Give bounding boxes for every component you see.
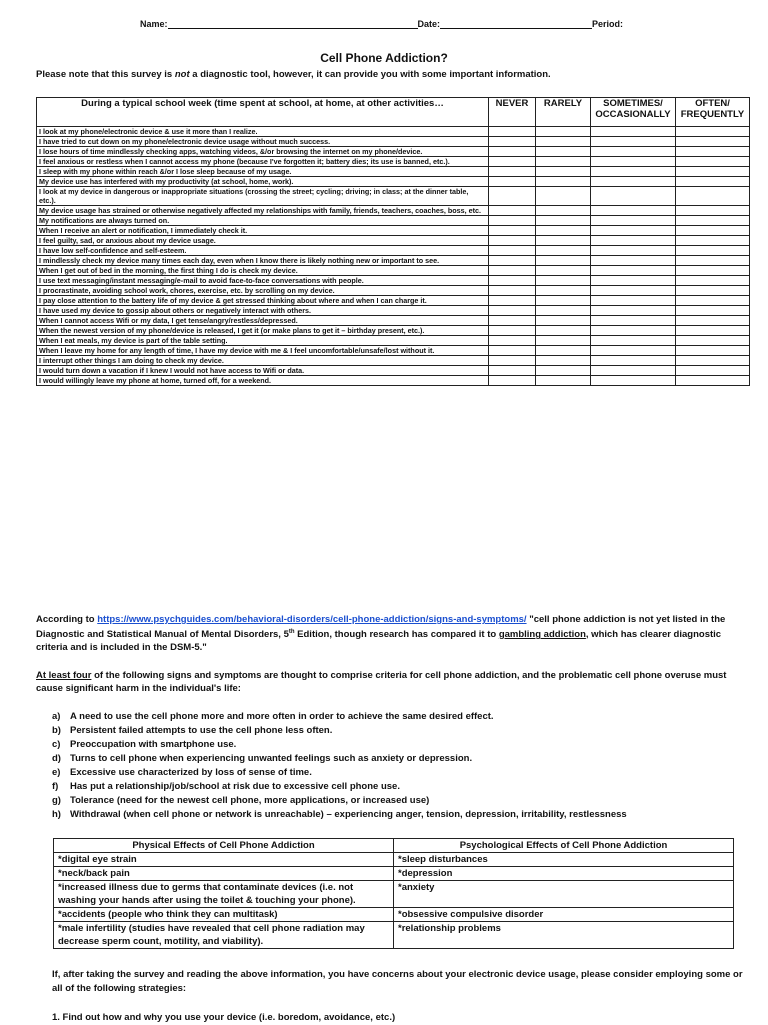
- survey-question: When the newest version of my phone/device is released, I get it (or make plans to get it – birthday present, etc.).: [37, 326, 489, 336]
- answer-cell-rarely[interactable]: [536, 127, 591, 137]
- survey-question-header: During a typical school week (time spent at school, at home, at other activities…: [37, 98, 489, 127]
- psychological-effect: *anxiety: [394, 881, 734, 908]
- physical-effects-header: Physical Effects of Cell Phone Addiction: [54, 839, 394, 853]
- survey-row: [37, 326, 750, 336]
- criteria-paragraph: [36, 669, 746, 695]
- answer-cell-rarely[interactable]: [536, 137, 591, 147]
- effects-row: [54, 881, 734, 908]
- survey-question: My device use has interfered with my productivity (at school, home, work).: [37, 177, 489, 187]
- answer-cell-rarely[interactable]: [536, 296, 591, 306]
- answer-cell-rarely[interactable]: [536, 216, 591, 226]
- according-quote-2: Edition, though research has compared it to: [294, 629, 499, 641]
- according-quote-1: "cell phone addiction is not yet listed in the Diagnostic and Statistical Manual of Mental Disorders, 5: [36, 614, 726, 641]
- answer-cell-rarely[interactable]: [536, 187, 591, 206]
- answer-cell-never[interactable]: [489, 157, 536, 167]
- sign-item: [52, 808, 752, 822]
- column-sometimes: SOMETIMES/ OCCASIONALLY: [591, 98, 676, 127]
- sign-marker: d): [52, 753, 61, 764]
- answer-cell-often[interactable]: [676, 356, 750, 366]
- answer-cell-sometimes[interactable]: [591, 177, 676, 187]
- note-part2: a diagnostic tool, however, it can provide you with some important information.: [189, 69, 551, 80]
- sign-item: [52, 724, 752, 738]
- answer-cell-never[interactable]: [489, 187, 536, 206]
- name-label: Name:: [140, 19, 168, 29]
- answer-cell-sometimes[interactable]: [591, 326, 676, 336]
- effects-row: [54, 922, 734, 949]
- answer-cell-sometimes[interactable]: [591, 187, 676, 206]
- survey-row: [37, 167, 750, 177]
- sign-item: [52, 752, 752, 766]
- survey-row: [37, 147, 750, 157]
- sign-text: Preoccupation with smartphone use.: [70, 739, 237, 750]
- psychological-effect: *relationship problems: [394, 922, 734, 949]
- survey-question: I sleep with my phone within reach &/or I lose sleep because of my usage.: [37, 167, 489, 177]
- answer-cell-sometimes[interactable]: [591, 216, 676, 226]
- answer-cell-sometimes[interactable]: [591, 316, 676, 326]
- psychguides-link[interactable]: https://www.psychguides.com/behavioral-disorders/cell-phone-addiction/signs-and-symptoms/: [97, 614, 527, 625]
- survey-row: [37, 276, 750, 286]
- column-never: NEVER: [489, 98, 536, 127]
- survey-row: [37, 376, 750, 386]
- survey-row: [37, 157, 750, 167]
- answer-cell-rarely[interactable]: [536, 246, 591, 256]
- sign-text: Tolerance (need for the newest cell phone, more applications, or increased use): [70, 795, 430, 806]
- effects-row: [54, 853, 734, 867]
- sign-text: Withdrawal (when cell phone or network is unreachable) – experiencing anger, tension, depression, irritability, restlessness: [70, 809, 627, 820]
- answer-cell-never[interactable]: [489, 346, 536, 356]
- answer-cell-often[interactable]: [676, 276, 750, 286]
- answer-cell-rarely[interactable]: [536, 167, 591, 177]
- sign-marker: c): [52, 739, 61, 750]
- psychological-effects-header: Psychological Effects of Cell Phone Addiction: [394, 839, 734, 853]
- disclaimer-note: [36, 69, 756, 80]
- sign-text: Has put a relationship/job/school at risk due to excessive cell phone use.: [70, 781, 400, 792]
- survey-question: My notifications are always turned on.: [37, 216, 489, 226]
- survey-question: I mindlessly check my device many times each day, even when I know there is likely nothing new or important to see.: [37, 256, 489, 266]
- survey-question: I use text messaging/instant messaging/e-mail to avoid face-to-face conversations with people.: [37, 276, 489, 286]
- sign-text: Turns to cell phone when experiencing unwanted feelings such as anxiety or depression.: [70, 753, 473, 764]
- answer-cell-sometimes[interactable]: [591, 376, 676, 386]
- survey-question: I feel guilty, sad, or anxious about my device usage.: [37, 236, 489, 246]
- survey-question: I feel anxious or restless when I cannot access my phone (because I've forgotten it; battery dies; its use is banned, etc.).: [37, 157, 489, 167]
- period-label: Period:: [592, 19, 624, 29]
- answer-cell-sometimes[interactable]: [591, 226, 676, 236]
- survey-row: [37, 296, 750, 306]
- answer-cell-often[interactable]: [676, 306, 750, 316]
- answer-cell-rarely[interactable]: [536, 177, 591, 187]
- survey-question: I have tried to cut down on my phone/electronic device usage without much success.: [37, 137, 489, 147]
- answer-cell-never[interactable]: [489, 167, 536, 177]
- answer-cell-never[interactable]: [489, 137, 536, 147]
- date-label: Date:: [417, 19, 441, 29]
- answer-cell-never[interactable]: [489, 226, 536, 236]
- survey-row: [37, 356, 750, 366]
- answer-cell-sometimes[interactable]: [591, 346, 676, 356]
- survey-question: I look at my phone/electronic device & use it more than I realize.: [37, 127, 489, 137]
- survey-row: [37, 137, 750, 147]
- answer-cell-never[interactable]: [489, 216, 536, 226]
- sign-marker: f): [52, 781, 59, 792]
- survey-row: [37, 127, 750, 137]
- sign-text: Excessive use characterized by loss of sense of time.: [70, 767, 312, 778]
- effects-header-row: [54, 839, 734, 853]
- sign-text: A need to use the cell phone more and more often in order to achieve the same desired effect.: [70, 711, 494, 722]
- answer-cell-rarely[interactable]: [536, 346, 591, 356]
- survey-question: I have used my device to gossip about others or negatively interact with others.: [37, 306, 489, 316]
- survey-row: [37, 266, 750, 276]
- answer-cell-rarely[interactable]: [536, 157, 591, 167]
- physical-effect: *accidents (people who think they can multitask): [54, 908, 394, 922]
- answer-cell-often[interactable]: [676, 137, 750, 147]
- answer-cell-rarely[interactable]: [536, 266, 591, 276]
- strategy-item-1: 1. Find out how and why you use your device (i.e. boredom, avoidance, etc.): [52, 1012, 396, 1023]
- student-info-header: [140, 18, 640, 29]
- survey-row: [37, 346, 750, 356]
- survey-row: [37, 316, 750, 326]
- answer-cell-never[interactable]: [489, 366, 536, 376]
- answer-cell-rarely[interactable]: [536, 356, 591, 366]
- closing-paragraph: If, after taking the survey and reading the above information, you have concerns about your electronic device usage, please consider employing some or all of the following strategies:: [52, 969, 743, 994]
- answer-cell-sometimes[interactable]: [591, 236, 676, 246]
- survey-row: [37, 206, 750, 216]
- survey-question: I look at my device in dangerous or inappropriate situations (crossing the street; cycling; driving; in class; at the dinner table, etc.).: [37, 187, 489, 206]
- answer-cell-never[interactable]: [489, 286, 536, 296]
- answer-cell-sometimes[interactable]: [591, 306, 676, 316]
- answer-cell-never[interactable]: [489, 306, 536, 316]
- answer-cell-sometimes[interactable]: [591, 296, 676, 306]
- effects-row: [54, 908, 734, 922]
- answer-cell-sometimes[interactable]: [591, 127, 676, 137]
- survey-question: My device usage has strained or otherwise negatively affected my relationships with family, friends, teachers, coaches, boss, etc.: [37, 206, 489, 216]
- date-field[interactable]: [440, 18, 592, 29]
- sign-item: [52, 780, 752, 794]
- name-field[interactable]: [168, 18, 418, 29]
- answer-cell-often[interactable]: [676, 246, 750, 256]
- physical-effect: *neck/back pain: [54, 867, 394, 881]
- survey-row: [37, 236, 750, 246]
- superscript-th: th: [288, 629, 295, 635]
- answer-cell-sometimes[interactable]: [591, 356, 676, 366]
- answer-cell-never[interactable]: [489, 336, 536, 346]
- survey-question: When I leave my home for any length of time, I have my device with me & I feel uncomfortable/unsafe/lost without it.: [37, 346, 489, 356]
- answer-cell-rarely[interactable]: [536, 366, 591, 376]
- answer-cell-often[interactable]: [676, 167, 750, 177]
- sign-marker: e): [52, 767, 61, 778]
- gambling-addiction-text: gambling addiction: [498, 629, 586, 641]
- effects-table: [53, 838, 734, 949]
- answer-cell-often[interactable]: [676, 256, 750, 266]
- survey-row: [37, 226, 750, 236]
- answer-cell-sometimes[interactable]: [591, 157, 676, 167]
- answer-cell-often[interactable]: [676, 177, 750, 187]
- answer-cell-rarely[interactable]: [536, 256, 591, 266]
- column-often: OFTEN/ FREQUENTLY: [676, 98, 750, 127]
- survey-question: When I get out of bed in the morning, the first thing I do is check my device.: [37, 266, 489, 276]
- survey-question: When I cannot access Wifi or my data, I get tense/angry/restless/depressed.: [37, 316, 489, 326]
- survey-row: [37, 216, 750, 226]
- answer-cell-rarely[interactable]: [536, 326, 591, 336]
- answer-cell-often[interactable]: [676, 127, 750, 137]
- page-title: Cell Phone Addiction?: [320, 51, 448, 65]
- survey-question: I interrupt other things I am doing to check my device.: [37, 356, 489, 366]
- survey-row: [37, 286, 750, 296]
- according-quote-3: , which has clearer diagnostic criteria and is included in the DSM-5.": [36, 629, 722, 654]
- answer-cell-often[interactable]: [676, 266, 750, 276]
- survey-question: When I receive an alert or notification, I immediately check it.: [37, 226, 489, 236]
- answer-cell-often[interactable]: [676, 206, 750, 216]
- psychological-effect: *sleep disturbances: [394, 853, 734, 867]
- answer-cell-never[interactable]: [489, 147, 536, 157]
- answer-cell-sometimes[interactable]: [591, 137, 676, 147]
- answer-cell-often[interactable]: [676, 316, 750, 326]
- survey-question: I pay close attention to the battery life of my device & get stressed thinking about where and when I can charge it.: [37, 296, 489, 306]
- answer-cell-never[interactable]: [489, 206, 536, 216]
- answer-cell-often[interactable]: [676, 366, 750, 376]
- answer-cell-rarely[interactable]: [536, 236, 591, 246]
- survey-row: [37, 336, 750, 346]
- answer-cell-sometimes[interactable]: [591, 336, 676, 346]
- answer-cell-sometimes[interactable]: [591, 286, 676, 296]
- sign-marker: b): [52, 725, 61, 736]
- answer-cell-often[interactable]: [676, 187, 750, 206]
- answer-cell-often[interactable]: [676, 376, 750, 386]
- answer-cell-often[interactable]: [676, 336, 750, 346]
- answer-cell-sometimes[interactable]: [591, 246, 676, 256]
- answer-cell-never[interactable]: [489, 376, 536, 386]
- physical-effect: *increased illness due to germs that contaminate devices (i.e. not washing your hands after using the toilet & touching your phone).: [54, 881, 394, 908]
- sign-item: [52, 738, 752, 752]
- answer-cell-rarely[interactable]: [536, 206, 591, 216]
- survey-question: I would turn down a vacation if I knew I would not have access to Wifi or data.: [37, 366, 489, 376]
- answer-cell-sometimes[interactable]: [591, 256, 676, 266]
- answer-cell-sometimes[interactable]: [591, 167, 676, 177]
- sign-marker: a): [52, 711, 61, 722]
- answer-cell-never[interactable]: [489, 356, 536, 366]
- answer-cell-rarely[interactable]: [536, 147, 591, 157]
- sign-item: [52, 766, 752, 780]
- psychological-effect: *depression: [394, 867, 734, 881]
- physical-effect: *digital eye strain: [54, 853, 394, 867]
- answer-cell-never[interactable]: [489, 276, 536, 286]
- survey-row: [37, 256, 750, 266]
- criteria-rest: of the following signs and symptoms are thought to comprise criteria for cell phone addiction, and the problematic cell phone overuse must cause significant harm in the individual's life:: [36, 670, 727, 694]
- psychological-effect: *obsessive compulsive disorder: [394, 908, 734, 922]
- answer-cell-often[interactable]: [676, 216, 750, 226]
- note-part1: Please note that this survey is: [36, 69, 175, 80]
- answer-cell-often[interactable]: [676, 296, 750, 306]
- column-rarely: RARELY: [536, 98, 591, 127]
- survey-row: [37, 366, 750, 376]
- survey-row: [37, 246, 750, 256]
- answer-cell-never[interactable]: [489, 236, 536, 246]
- answer-cell-rarely[interactable]: [536, 306, 591, 316]
- answer-cell-never[interactable]: [489, 296, 536, 306]
- answer-cell-rarely[interactable]: [536, 316, 591, 326]
- survey-row: [37, 187, 750, 206]
- answer-cell-rarely[interactable]: [536, 376, 591, 386]
- answer-cell-never[interactable]: [489, 177, 536, 187]
- answer-cell-never[interactable]: [489, 316, 536, 326]
- answer-cell-often[interactable]: [676, 286, 750, 296]
- answer-cell-sometimes[interactable]: [591, 276, 676, 286]
- answer-cell-sometimes[interactable]: [591, 366, 676, 376]
- sign-item: [52, 794, 752, 808]
- according-lead: According to: [36, 614, 98, 625]
- answer-cell-never[interactable]: [489, 127, 536, 137]
- answer-cell-never[interactable]: [489, 246, 536, 256]
- answer-cell-never[interactable]: [489, 326, 536, 336]
- answer-cell-rarely[interactable]: [536, 276, 591, 286]
- signs-list: [52, 710, 752, 822]
- survey-question: I would willingly leave my phone at home, turned off, for a weekend.: [37, 376, 489, 386]
- answer-cell-sometimes[interactable]: [591, 147, 676, 157]
- answer-cell-never[interactable]: [489, 256, 536, 266]
- answer-cell-sometimes[interactable]: [591, 206, 676, 216]
- survey-question: I procrastinate, avoiding school work, chores, exercise, etc. by scrolling on my device.: [37, 286, 489, 296]
- note-emphasis: not: [174, 69, 190, 80]
- physical-effect: *male infertility (studies have revealed that cell phone radiation may decrease sperm count, motility, and viability).: [54, 922, 394, 949]
- answer-cell-often[interactable]: [676, 346, 750, 356]
- answer-cell-often[interactable]: [676, 326, 750, 336]
- sign-text: Persistent failed attempts to use the cell phone less often.: [70, 725, 333, 736]
- sign-marker: g): [52, 795, 61, 806]
- survey-question: I lose hours of time mindlessly checking apps, watching videos, &/or browsing the internet on my phone/device.: [37, 147, 489, 157]
- survey-question: I have low self-confidence and self-esteem.: [37, 246, 489, 256]
- answer-cell-often[interactable]: [676, 147, 750, 157]
- at-least-four-text: At least four: [36, 670, 92, 681]
- sign-marker: h): [52, 809, 61, 820]
- answer-cell-often[interactable]: [676, 236, 750, 246]
- answer-cell-often[interactable]: [676, 157, 750, 167]
- answer-cell-rarely[interactable]: [536, 226, 591, 236]
- survey-header-row: [37, 98, 750, 127]
- survey-row: [37, 306, 750, 316]
- answer-cell-never[interactable]: [489, 266, 536, 276]
- answer-cell-sometimes[interactable]: [591, 266, 676, 276]
- answer-cell-rarely[interactable]: [536, 336, 591, 346]
- answer-cell-rarely[interactable]: [536, 286, 591, 296]
- survey-question: When I eat meals, my device is part of the table setting.: [37, 336, 489, 346]
- survey-row: [37, 177, 750, 187]
- effects-row: [54, 867, 734, 881]
- answer-cell-often[interactable]: [676, 226, 750, 236]
- sign-item: [52, 710, 752, 724]
- survey-table: [36, 97, 750, 386]
- according-paragraph: [36, 613, 746, 654]
